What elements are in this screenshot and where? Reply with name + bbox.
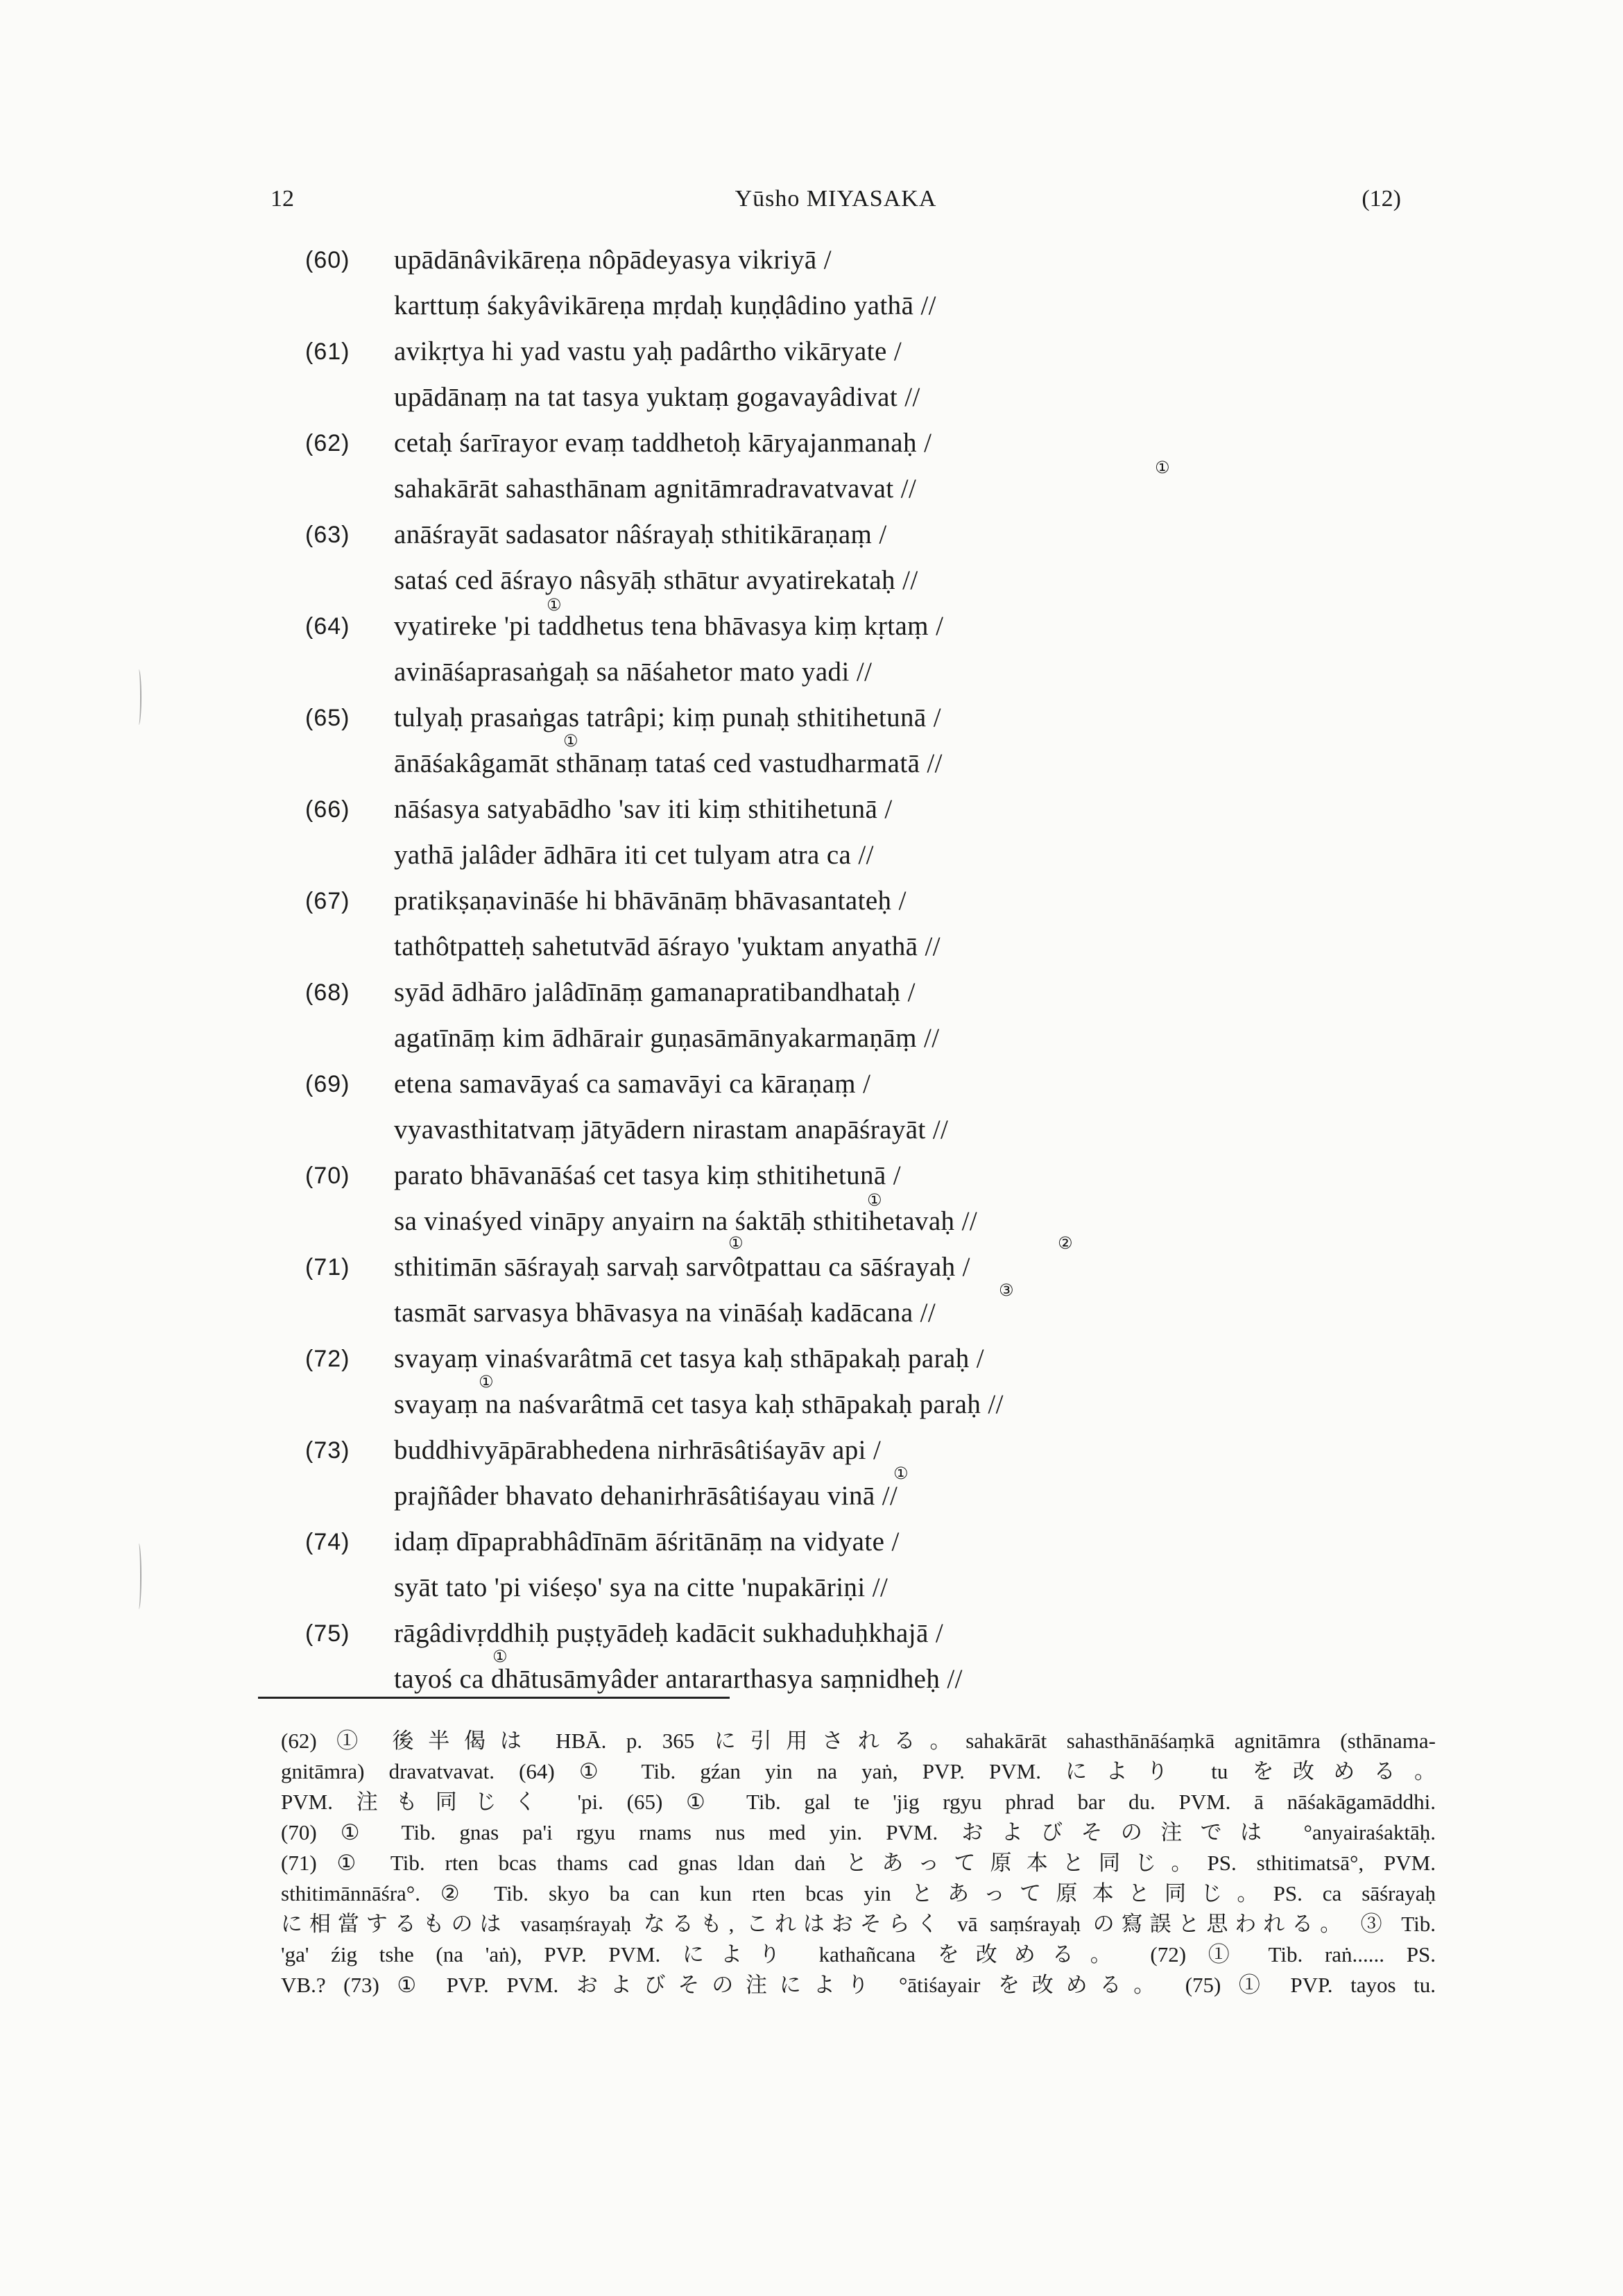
- verse-line: avināśaprasaṅgaḥ sa nāśahetor mato yadi //: [394, 657, 873, 687]
- verse-61: [305, 333, 1387, 425]
- verse-number: (74): [305, 1529, 350, 1555]
- verse-line: syāt tato 'pi viśeṣo' sya na citte 'nupakāriṇi //: [394, 1573, 888, 1602]
- verse-line: cetaḥ śarīrayor evaṃ taddhetoḥ kāryajanmanaḥ /: [394, 428, 932, 458]
- verse-line: karttuṃ śakyâvikāreṇa mṛdaḥ kuṇḍâdino yathā //: [394, 291, 936, 320]
- verse-line: nāśasya satyabādho 'sav iti kiṃ sthitihetunā /: [394, 794, 893, 824]
- footnote-line: gnitāmra) dravatvavat. (64) ① Tib. gźan yin na yaṅ, PVP. PVM. により tu を改める。: [281, 1759, 1436, 1783]
- verse-74: [305, 1523, 1387, 1615]
- verse-line: upādānâvikāreṇa nôpādeyasya vikriyā /: [394, 245, 832, 275]
- verse-line: anāśrayāt sadasator nâśrayaḥ sthitikāraṇaṃ /: [394, 520, 887, 549]
- verse-line: sthitimān sāśrayaḥ sarvaḥ sarvôtpattau ca sāśrayaḥ /: [394, 1252, 970, 1282]
- binding-mark: [136, 669, 141, 725]
- verse-number: (64): [305, 613, 350, 640]
- verse-number: (66): [305, 796, 350, 823]
- verse-60: [305, 241, 1387, 333]
- verse-72: [305, 1340, 1387, 1432]
- verse-71: [305, 1233, 1387, 1340]
- verse-69: [305, 1065, 1387, 1157]
- verse-62: [305, 425, 1387, 516]
- verse-number: (70): [305, 1163, 350, 1189]
- verse-63: [305, 516, 1387, 608]
- verse-list: [305, 241, 1387, 1706]
- footnote-line: VB.? (73) ① PVP. PVM. およびその注により °ātiśayair を改める。 (75) ① PVP. tayos tu.: [281, 1973, 1436, 1997]
- verse-number: (62): [305, 430, 350, 456]
- footnote-rule: [258, 1697, 730, 1699]
- note-mark-3: ③: [999, 1280, 1014, 1300]
- page-number: 12: [270, 186, 294, 212]
- footnote-line: (62) ① 後半偈は HBĀ. p. 365 に引用される。sahakārāt sahasthānāśaṃkā agnitāmra (sthānama-: [281, 1729, 1436, 1753]
- verse-number: (73): [305, 1437, 350, 1464]
- verse-73: [305, 1432, 1387, 1523]
- verse-70: [305, 1157, 1387, 1249]
- verse-line: tulyaḥ prasaṅgas tatrâpi; kiṃ punaḥ sthitihetunā /: [394, 703, 941, 733]
- verse-67: [305, 882, 1387, 974]
- note-mark-1: ①: [867, 1190, 882, 1210]
- note-mark-1: ①: [492, 1647, 508, 1666]
- page-reference: (12): [1362, 186, 1401, 212]
- verse-line: ānāśakâgamāt sthānaṃ tataś ced vastudharmatā //: [394, 748, 943, 778]
- verse-64: [305, 595, 1387, 699]
- verse-line: sahakārāt sahasthānam agnitāmradravatvavat //: [394, 474, 917, 504]
- note-mark-1: ①: [563, 731, 578, 751]
- binding-mark: [136, 1543, 141, 1609]
- running-title: Yūsho MIYASAKA: [735, 186, 937, 212]
- verse-number: (61): [305, 339, 350, 365]
- verse-number: (71): [305, 1254, 350, 1280]
- verse-68: [305, 974, 1387, 1065]
- footnote-line: (70) ① Tib. gnas pa'i rgyu rnams nus med yin. PVM. およびその注では °anyairaśaktāḥ.: [281, 1820, 1436, 1844]
- footnote-line: PVM. 注も同じく 'pi. (65) ① Tib. gal te 'jig rgyu phrad bar du. PVM. ā nāśakāgamāddhi.: [281, 1790, 1436, 1814]
- note-mark-1: ①: [1155, 458, 1170, 477]
- verse-line: idaṃ dīpaprabhâdīnām āśritānāṃ na vidyate /: [394, 1527, 900, 1557]
- verse-75: [305, 1615, 1387, 1706]
- footnote-line: sthitimānnāśra°. ② Tib. skyo ba can kun rten bcas yin とあって原本と同じ。PS. ca sāśrayaḥ: [281, 1881, 1436, 1905]
- verse-line: prajñâder bhavato dehanirhrāsâtiśayau vinā //: [394, 1481, 898, 1511]
- note-mark-1: ①: [479, 1372, 494, 1391]
- verse-line: syād ādhāro jalâdīnāṃ gamanapratibandhataḥ /: [394, 977, 916, 1007]
- verse-number: (72): [305, 1346, 350, 1372]
- verse-65: [305, 699, 1387, 791]
- note-mark-2: ②: [1058, 1233, 1073, 1253]
- verse-line: agatīnāṃ kim ādhārair guṇasāmānyakarmaṇāṃ //: [394, 1023, 940, 1053]
- verse-number: (65): [305, 705, 350, 731]
- verse-number: (68): [305, 979, 350, 1006]
- verse-line: parato bhāvanāśaś cet tasya kiṃ sthitihetunā /: [394, 1160, 902, 1190]
- verse-line: sataś ced āśrayo nâsyāḥ sthātur avyatirekataḥ //: [394, 565, 918, 595]
- note-mark-1: ①: [547, 595, 562, 615]
- note-mark-1: ①: [728, 1233, 744, 1253]
- verse-line: avikṛtya hi yad vastu yaḥ padârtho vikāryate /: [394, 336, 902, 366]
- footnotes: [281, 1726, 1436, 2001]
- verse-number: (63): [305, 522, 350, 548]
- footnote-line: に相當するものは vasaṃśrayaḥ なるも, これはおそらく vā saṃśrayaḥ の寫誤と思われる。 ③ Tib.: [281, 1912, 1436, 1936]
- verse-line: sa vinaśyed vināpy anyairn na śaktāḥ sthitihetavaḥ //: [394, 1206, 978, 1236]
- verse-line: rāgâdivṛddhiḥ puṣṭyādeḥ kadācit sukhaduḥkhajā /: [394, 1618, 944, 1648]
- verse-number: (69): [305, 1071, 350, 1097]
- verse-line: vyatireke 'pi taddhetus tena bhāvasya kiṃ kṛtaṃ /: [394, 611, 944, 641]
- verse-line: yathā jalâder ādhāra iti cet tulyam atra ca //: [394, 840, 874, 870]
- verse-line: vyavasthitatvaṃ jātyādern nirastam anapāśrayāt //: [394, 1115, 949, 1145]
- footnote-line: 'ga' źig tshe (na 'aṅ), PVP. PVM. により kathañcana を改める。 (72) ① Tib. raṅ...... PS.: [281, 1942, 1436, 1967]
- verse-66: [305, 791, 1387, 882]
- note-mark-1: ①: [893, 1464, 909, 1483]
- page-header: [270, 186, 1401, 221]
- verse-line: tathôtpatteḥ sahetutvād āśrayo 'yuktam anyathā //: [394, 932, 941, 961]
- verse-number: (60): [305, 247, 350, 273]
- verse-line: pratikṣaṇavināśe hi bhāvānāṃ bhāvasantateḥ /: [394, 886, 907, 916]
- verse-number: (67): [305, 888, 350, 914]
- verse-line: tayoś ca dhātusāmyâder antararthasya saṃnidheḥ //: [394, 1664, 963, 1694]
- verse-line: etena samavāyaś ca samavāyi ca kāraṇaṃ /: [394, 1069, 871, 1099]
- verse-line: buddhivyāpārabhedena nirhrāsâtiśayāv api /: [394, 1435, 882, 1465]
- footnote-line: (71) ① Tib. rten bcas thams cad gnas ldan daṅ とあって原本と同じ。PS. sthitimatsā°, PVM.: [281, 1851, 1436, 1875]
- verse-line: svayaṃ na naśvarâtmā cet tasya kaḥ sthāpakaḥ paraḥ //: [394, 1389, 1004, 1419]
- verse-number: (75): [305, 1620, 350, 1647]
- verse-line: svayaṃ vinaśvarâtmā cet tasya kaḥ sthāpakaḥ paraḥ /: [394, 1344, 984, 1373]
- verse-line: tasmāt sarvasya bhāvasya na vināśaḥ kadācana //: [394, 1298, 936, 1328]
- verse-line: upādānaṃ na tat tasya yuktaṃ gogavayâdivat //: [394, 382, 920, 412]
